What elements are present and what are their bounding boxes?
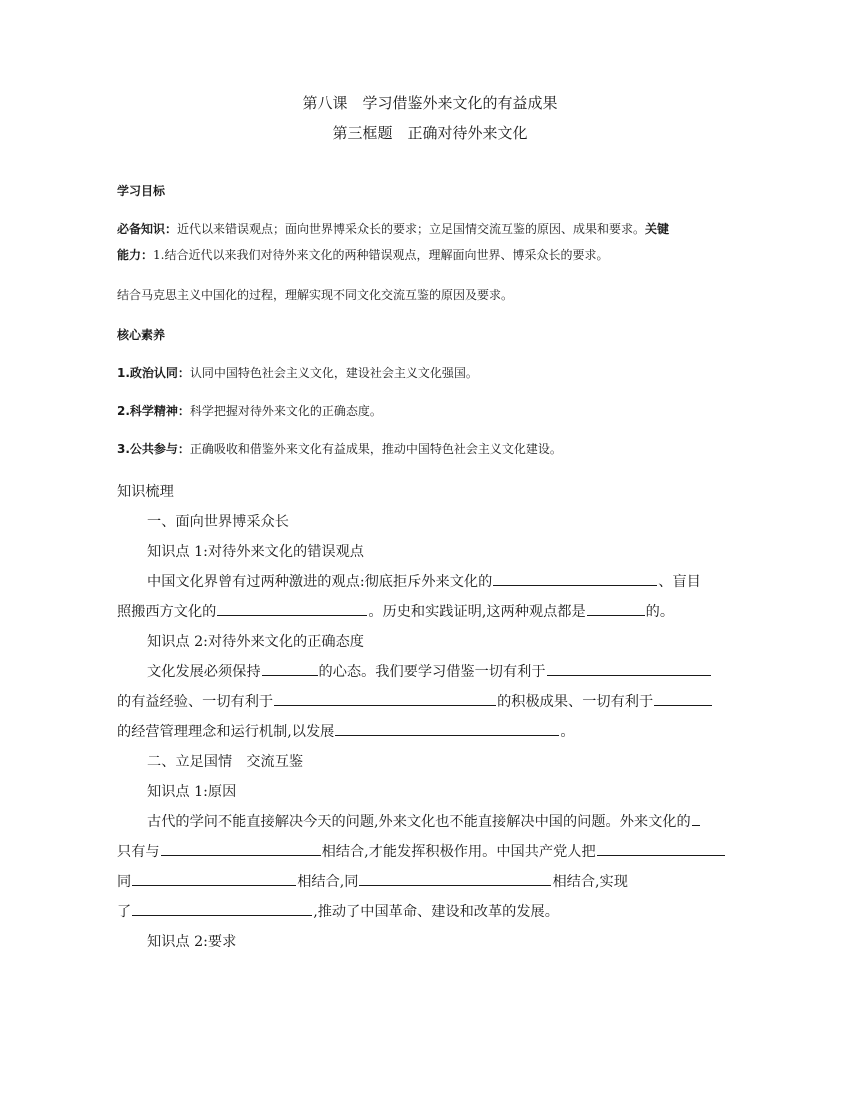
k2-line2: 的有益经验、一切有利于 的积极成果、一切有利于 xyxy=(117,691,713,711)
fill-blank[interactable] xyxy=(597,841,725,856)
k2-line1: 文化发展必须保持 的心态。我们要学习借鉴一切有利于 xyxy=(147,661,712,681)
part2-heading: 二、立足国情 交流互鉴 xyxy=(147,754,304,770)
literacy-item: 2.科学精神：科学把握对待外来文化的正确态度。 xyxy=(117,404,382,418)
literacy-item: 3.公共参与：正确吸收和借鉴外来文化有益成果，推动中国特色社会主义文化建设。 xyxy=(117,442,562,456)
section-title: 第三框题 正确对待外来文化 xyxy=(332,124,528,142)
objectives-heading: 学习目标 xyxy=(117,184,166,198)
k1-line1: 中国文化界曾有过两种激进的观点:彻底拒斥外来文化的 、盲目 xyxy=(147,571,701,591)
k2-title: 知识点 2:对待外来文化的正确态度 xyxy=(147,634,364,650)
fill-blank[interactable] xyxy=(132,871,296,886)
k1-line2: 照搬西方文化的 。历史和实践证明,这两种观点都是 的。 xyxy=(117,601,674,621)
k2-line3: 的经营管理理念和运行机制,以发展 。 xyxy=(117,721,575,741)
k3-line2: 只有与 相结合,才能发挥积极作用。中国共产党人把 xyxy=(117,841,726,861)
fill-blank[interactable] xyxy=(132,901,312,916)
k3-line4: 了 ,推动了中国革命、建设和改革的发展。 xyxy=(117,901,559,921)
fill-blank[interactable] xyxy=(587,601,645,616)
k3-line3: 同 相结合,同 相结合,实现 xyxy=(117,871,628,891)
fill-blank[interactable] xyxy=(262,661,318,676)
knowledge-text: 近代以来错误观点；面向世界博采众长的要求；立足国情交流互鉴的原因、成果和要求。 xyxy=(177,222,646,236)
knowledge-line xyxy=(117,220,669,237)
lesson-title: 第八课 学习借鉴外来文化的有益成果 xyxy=(302,94,558,112)
ability-label-a: 关键 xyxy=(645,222,670,236)
ability-label-b: 能力： xyxy=(117,248,154,262)
part1-heading: 一、面向世界博采众长 xyxy=(147,514,289,530)
literacy-heading: 核心素养 xyxy=(117,328,166,342)
fill-blank[interactable] xyxy=(692,811,700,826)
knowledge-label: 必备知识： xyxy=(117,222,178,236)
ability-line-2: 结合马克思主义中国化的过程，理解实现不同文化交流互鉴的原因及要求。 xyxy=(117,288,514,302)
fill-blank[interactable] xyxy=(217,601,367,616)
k4-title: 知识点 2:要求 xyxy=(147,934,237,950)
fill-blank[interactable] xyxy=(547,661,711,676)
k1-title: 知识点 1:对待外来文化的错误观点 xyxy=(147,544,364,560)
k3-line1: 古代的学问不能直接解决今天的问题,外来文化也不能直接解决中国的问题。外来文化的 xyxy=(147,811,701,831)
literacy-item: 1.政治认同：认同中国特色社会主义文化，建设社会主义文化强国。 xyxy=(117,366,478,380)
ability-text: 1.结合近代以来我们对待外来文化的两种错误观点，理解面向世界、博采众长的要求。 xyxy=(153,248,609,262)
review-heading: 知识梳理 xyxy=(117,484,174,500)
fill-blank[interactable] xyxy=(359,871,551,886)
k3-title: 知识点 1:原因 xyxy=(147,784,237,800)
ability-line xyxy=(117,246,608,263)
fill-blank[interactable] xyxy=(274,691,496,706)
fill-blank[interactable] xyxy=(335,721,559,736)
fill-blank[interactable] xyxy=(493,571,657,586)
fill-blank[interactable] xyxy=(654,691,712,706)
fill-blank[interactable] xyxy=(161,841,321,856)
